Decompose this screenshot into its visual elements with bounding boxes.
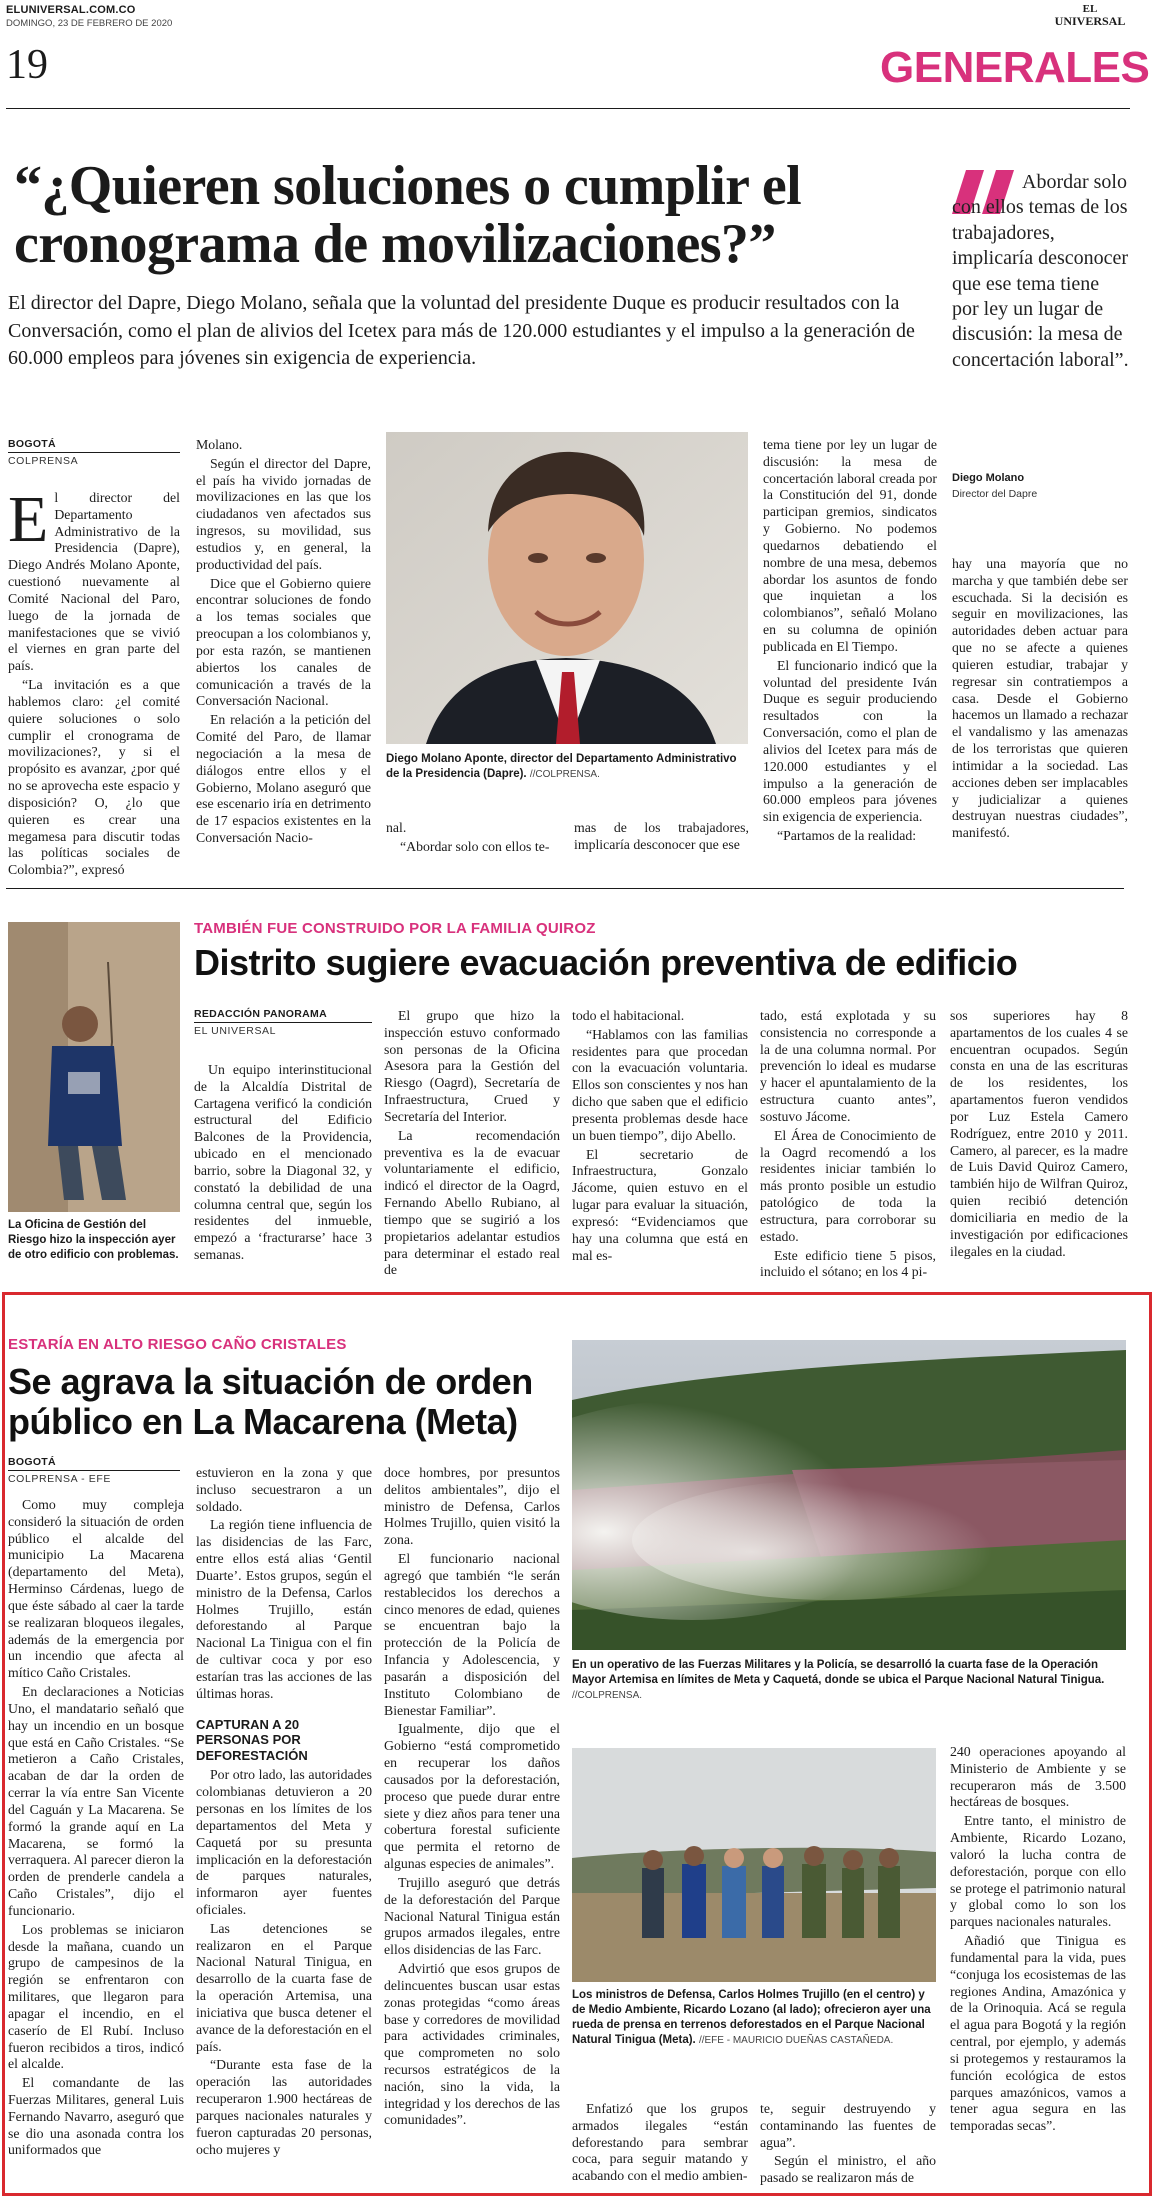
story2-col3-p2: “Hablamos con las familias residentes para que procedan con la evacuación voluntaria. Ellos son conscientes y nos han dicho que saben que el edificio presenta problemas desde hace un buen tiempo”, dijo Abello. — [572, 1026, 748, 1143]
story1-col2-p3: Dice que el Gobierno quiere encontrar soluciones de fondo a los temas sociales que preocupan a los colombianos y, por esta razón, se mantienen abiertos los canales de comunicación a través de la Conversación Nacional. — [196, 575, 371, 709]
story3-col1-p2: En declaraciones a Noticias Uno, el mandatario señaló que hay un incendio en un bosque que está en Caño Cristales. “Se metieron a Caño Cristales, acaban de dar la orden de cerrar la vía entre San Vicente del Caguán y La Macarena. Se formó la grande aquí en La Macarena, se formó la verraquera. Al parecer dieron la orden de prenderle candela a Caño Cristales”, dijo el funcionario. — [8, 1684, 184, 1918]
quote-author: Diego Molano — [952, 472, 1025, 484]
story2-col4-p1: tado, está explotada y su consistencia no corresponde a la de una columna normal. Por prevención lo ideal es mudarse y hacer el apuntalamiento de la estructura cuanto antes”, sostuvo Jácome. — [760, 1008, 936, 1124]
story2-col4 — [760, 1008, 936, 1283]
story3-col2 — [196, 1465, 372, 2160]
story2-byline: REDACCIÓN PANORAMA — [194, 1008, 327, 1020]
story2-col3-p1: todo el habitacional. — [572, 1008, 685, 1023]
story3-headline-line-2: público en La Macarena (Meta) — [8, 1401, 518, 1443]
story3-col1-p4: El comandante de las Fuerzas Militares, general Luis Fernando Navarro, aseguró que se dio una asonada contra los uniformados que — [8, 2075, 184, 2158]
story3-headline — [8, 1362, 568, 1443]
story3-col3-p5: Advirtió que esos grupos de delincuentes buscan usar estas zonas protegidas “como áreas base y corredores de movilidad para actividades criminales, que comprometen no solo recursos estratégicos de la nación, sino la vida, la integridad y los derechos de las comunidades”. — [384, 1961, 560, 2128]
story1-col5 — [763, 437, 937, 847]
story3-col2-p4: Las detenciones se realizaron en el Parque Nacional Natural Tinigua, en desarrollo de la cuarta fase de la operación Artemisa, una iniciativa que busca detener el avance de la deforestación en el país. — [196, 1920, 372, 2054]
story2-col1 — [194, 1062, 372, 1266]
pull-quote: Abordar solo con ellos temas de los trabajadores, implicaría desconocer que ese tema tiene por ley un lugar de discusión: la mesa de concertación laboral”. — [952, 171, 1129, 371]
story3-col2-p2: La región tiene influencia de las disidencias de las Farc, entre ellos está alias ‘Gentil Duarte’. Estos grupos, según el ministro de la Defensa, Carlos Holmes Trujillo, están deforestando al Parque Nacional La Tinigua con el fin de cultivar coca y por eso estarían tras las acciones de las últimas horas. — [196, 1517, 372, 1701]
story3-col4-p1: Enfatizó que los grupos armados ilegales “están deforestando para sembrar coca, para seguir matando y acabando con el medio ambien- — [572, 2101, 748, 2184]
ministers-caption-text: Los ministros de Defensa, Carlos Holmes Trujillo (en el centro) y de Medio Ambiente, Ricardo Lozano (al lado); ofrecieron ayer una rueda de prensa en terrenos deforestados en el Parque Nacional Natural Tinigua (Meta). — [572, 1989, 931, 2046]
story1-col1 — [8, 483, 180, 881]
story2-col2 — [384, 1008, 560, 1281]
story1-deck: El director del Dapre, Diego Molano, señala que la voluntad del presidente Duque es producir resultados con la Conversación, como el plan de alivios del Icetex para más de 120.000 estudiantes y el impulso a la generación de 60.000 empleos para jóvenes sin exigencia de experiencia. — [8, 292, 915, 370]
story3-col1-p1: Como muy compleja consideró la situación de orden público el alcalde del municipio La Macarena (departamento del Meta), Herminso Cárdenas, luego de que éste sábado al caer la tarde se realizaran bloqueos ilegales, además de la emergencia por un incendio que afecta al mítico Caño Cristales. — [8, 1497, 184, 1681]
story3-byline-rule — [8, 1470, 180, 1471]
story1-col5-p1: tema tiene por ley un lugar de discusión: la mesa de concertación laboral creada por la Constitución del 91, donde participan gremios, sindicatos y Gobierno. No podemos quedarnos debatiendo el nombre de una mesa, debemos abordar los asuntos de fondo que inquietan a los colombianos”, señaló Molano en su columna de opinión publicada en El Tiempo. — [763, 437, 937, 654]
story3-col1 — [8, 1497, 184, 2161]
molano-caption-text: Diego Molano Aponte, director del Departamento Administrativo de la Presidencia (Dapre). — [386, 753, 737, 780]
story1-headline — [14, 155, 934, 275]
quote-role: Director del Dapre — [952, 488, 1038, 500]
story1-col6 — [952, 556, 1128, 844]
story3-byline-city: BOGOTÁ — [8, 1456, 56, 1468]
story1-col1-p2: “La invitación es a que hablemos claro: ¿el comité quiere soluciones o solo cumplir el cronograma de movilizaciones?, y si el propósito es avanzar, ¿por qué no se aprovecha este espacio y disposición? O, ¿lo que quieren es crear una megamesa para discutir todas las políticas sociales de Colombia?”, expresó — [8, 677, 180, 878]
story1-col5-p3: “Partamos de la realidad: — [777, 828, 917, 844]
section-title: GENERALES — [880, 43, 1150, 92]
masthead-logo — [1050, 4, 1130, 27]
story1-col2-p1: Molano. — [196, 437, 243, 452]
story2-col5 — [950, 1008, 1128, 1262]
ministers-photo — [572, 1748, 936, 1982]
story2-col5-p1: sos superiores hay 8 apartamentos de los cuales 4 se encuentran ocupados. Según consta en una de las escrituras de los residentes, los apartamentos fueron vendidos por Luz Estela Camero Rodríguez, entre 2010 y 2011. Camero, al parecer, es la madre de Luis David Quiroz Camero, también hijo de Wilfran Quiroz, quien recibió detención domiciliaria en medio de la investigación por edificaciones ilegales en la ciudad. — [950, 1008, 1128, 1259]
story1-col2 — [196, 437, 371, 849]
story3-col2-p1: estuvieron en la zona y que incluso secuestraron a un soldado. — [196, 1465, 372, 1514]
story2-col4-p3: Este edificio tiene 5 pisos, incluido el sótano; en los 4 pi- — [760, 1247, 936, 1280]
story3-col6-p3: Añadió que Tinigua es fundamental para la vida, pues “conjuga los ecosistemas de las regiones Andina, Amazónica y de la Orinoquia. Acá se regula el agua para Bogotá y la región central, por ejemplo, y además si protegemos y restauramos la función ecológica de estos parques amazónicos, vamos a tener agua segura en las temporadas secas”. — [950, 1933, 1126, 2134]
story3-col3-p4: Trujillo aseguró que detrás de la deforestación del Parque Nacional Natural Tinigua están grupos armados ilegales, entre ellos disidencias de las Farc. — [384, 1874, 560, 1958]
logo-line-2: UNIVERSAL — [1054, 14, 1126, 28]
story3-col6 — [950, 1744, 1126, 2137]
story3-col3 — [384, 1465, 560, 2131]
story3-col2-p5: “Durante esta fase de la operación las autoridades recuperaron 1.900 hectáreas de parques nacionales naturales y fueron capturadas 20 personas, ocho mujeres y — [196, 2057, 372, 2157]
story1-divider — [6, 888, 1124, 889]
story2-col1-p1: Un equipo interinstitucional de la Alcaldía Distrital de Cartagena verificó la condición estructural del Edificio Balcones de la Providencia, ubicado en el mencionado barrio, sobre la Diagonal 32, y constató la debilidad de una columna central que, según los residentes del inmueble, empezó a ‘fracturarse’ hace 3 semanas. — [194, 1062, 372, 1263]
story3-headline-line-1: Se agrava la situación de orden — [8, 1361, 533, 1402]
story3-subhead: CAPTURAN A 20 PERSONAS POR DEFORESTACIÓN — [196, 1716, 308, 1763]
story1-col4-p1: mas de los trabajadores, implicaría desconocer que ese — [574, 820, 749, 852]
page-number: 19 — [6, 42, 48, 88]
story2-kicker: TAMBIÉN FUE CONSTRUIDO POR LA FAMILIA QUIROZ — [194, 920, 596, 937]
story3-col6-p2: Entre tanto, el ministro de Ambiente, Ricardo Lozano, valoró la lucha contra de deforestación, porque con ello se protege el patrimonio natural y global como lo son los parques nacionales naturales. — [950, 1813, 1126, 1930]
fire-caption-text: En un operativo de las Fuerzas Militares y la Policía, se desarrolló la cuarta fase de la Operación Mayor Artemisa en límites de Meta y Caquetá, donde se ubica el Parque Nacional Natural Tinigua. — [572, 1659, 1105, 1686]
fire-photo-caption — [572, 1658, 1126, 1703]
header-divider — [6, 108, 1130, 109]
story3-kicker: ESTARÍA EN ALTO RIESGO CAÑO CRISTALES — [8, 1336, 347, 1353]
story3-byline-agency: COLPRENSA - EFE — [8, 1473, 111, 1485]
ministers-photo-caption — [572, 1988, 938, 2048]
molano-photo-credit: //COLPRENSA. — [529, 768, 600, 780]
inspection-photo — [8, 922, 180, 1212]
story1-col3-p2: “Abordar solo con ellos te- — [400, 838, 550, 854]
drop-cap: E — [8, 483, 49, 556]
story3-col3-p1: doce hombres, por presuntos delitos ambientales”, dijo el ministro de Defensa, Carlos Holmes Trujillo, quien visitó la zona. — [384, 1465, 560, 1548]
story3-col2-p3: Por otro lado, las autoridades colombianas detuvieron a 20 personas en los límites de los departamentos del Meta y Caquetá por su presunta implicación en la deforestación de parques naturales, informaron ayer fuentes oficiales. — [196, 1767, 372, 1917]
story2-headline: Distrito sugiere evacuación preventiva de edificio — [194, 942, 1018, 983]
inspection-photo-caption: La Oficina de Gestión del Riesgo hizo la inspección ayer de otro edificio con problemas. — [8, 1219, 179, 1261]
story1-col3 — [386, 820, 561, 858]
story2-byline-paper: EL UNIVERSAL — [194, 1025, 277, 1037]
molano-photo-caption — [386, 752, 748, 782]
story3-col4 — [572, 2101, 748, 2187]
story1-byline-agency: COLPRENSA — [8, 455, 79, 467]
logo-line-1: EL — [1082, 3, 1098, 15]
story2-col2-p2: La recomendación preventiva es la de evacuar voluntariamente el edificio, indicó el director de la Oagrd, Fernando Abello Rubiano, al tiempo que se sugirió a los propietarios adelantar estudios para determinar el estado real de — [384, 1127, 560, 1278]
story3-col5-p1: te, seguir destruyendo y contaminando las fuentes de agua”. — [760, 2101, 936, 2150]
story3-col3-p3: Igualmente, dijo que el Gobierno “está comprometido en recuperar los daños causados por la deforestación, proceso que puede durar entre siete y diez años para tener una cobertura forestal suficiente que permita el retorno de algunas especies de animales”. — [384, 1721, 560, 1872]
story1-col3-p1: nal. — [386, 820, 407, 835]
story2-col2-p1: El grupo que hizo la inspección estuvo conformado son personas de la Oficina Asesora para la Gestión del Riesgo (Oagrd), Secretaría de Infraestructura, Crued y Secretaría del Interior. — [384, 1008, 560, 1124]
issue-date: DOMINGO, 23 DE FEBRERO DE 2020 — [6, 18, 173, 29]
site-url[interactable]: ELUNIVERSAL.COM.CO — [6, 4, 136, 16]
headline-line-1: “¿Quieren soluciones o cumplir el — [14, 155, 802, 217]
story3-col1-p3: Los problemas se iniciaron desde la mañana, cuando un grupo de campesinos de la región se enfrentaron con militares, que llegaron para apagar el incendio, en el caserío de El Rubí. Incluso fueron recibidos a tiros, indicó el alcalde. — [8, 1921, 184, 2072]
byline-rule — [8, 452, 180, 453]
headline-line-2: cronograma de movilizaciones?” — [14, 213, 776, 275]
fire-photo — [572, 1340, 1126, 1650]
story2-col3 — [572, 1008, 748, 1266]
story3-col5-p2: Según el ministro, el año pasado se realizaron más de — [760, 2153, 936, 2186]
story2-col3-p3: El secretario de Infraestructura, Gonzalo Jácome, quien estuvo en el lugar para evaluar la situación, expresó: “Evidenciamos que hay una columna que está en mal es- — [572, 1146, 748, 1263]
story2-byline-rule — [194, 1022, 372, 1023]
story1-col2-p2: Según el director del Dapre, el país ha vivido jornadas de movilizaciones en las que los ciudadanos ven afectados sus ingresos, su movilidad, sus estudios y, en general, la productividad del país. — [196, 455, 371, 572]
story1-col5-p2: El funcionario indicó que la voluntad del presidente Iván Duque es seguir produciendo resultados con la Conversación, como el plan de alivios del Icetex para más de 120.000 estudiantes y el impulso a la generación de 60.000 empleos para jóvenes sin exigencia de experiencia. — [763, 657, 937, 825]
molano-photo — [386, 432, 748, 744]
story1-col6-p1: hay una mayoría que no marcha y que también debe ser escuchada. Si la decisión es seguir en movilizaciones, las autoridades deben actuar para que no se afecte a quienes quieren estudiar, trabajar y regresar sin contratiempos a casa. Desde el Gobierno hacemos un llamado a rechazar el vandalismo y las amenazas de los terroristas que quieren intimidar a la sociedad. Las acciones deben ser implacables y judicializar a quienes destruyan nuestras ciudades”, manifestó. — [952, 556, 1128, 841]
story3-col5 — [760, 2101, 936, 2189]
fire-photo-credit: //COLPRENSA. — [572, 1689, 643, 1701]
story1-col2-p4: En relación a la petición del Comité del Paro, de llamar negociación a la mesa de diálogos entre ellos y el Gobierno, Molano aseguró que ese escenario iría en detrimento de 17 espacios existentes en la Conversación Nacio- — [196, 712, 371, 846]
story2-col4-p2: El Área de Conocimiento de la Oagrd recomendó a los residentes iniciar también lo más pronto posible un estudio patológico de toda la estructura, para corroborar su estado. — [760, 1127, 936, 1244]
story3-col3-p2: El funcionario nacional agregó que también “le serán restablecidos los derechos a cinco menores de edad, quienes se encuentran bajo la protección de la Policía de Infancia y Adolescencia, y pasarán a disposición del Instituto Colombiano de Bienestar Familiar”. — [384, 1551, 560, 1718]
story1-col1-first: l director del Departamento Administrativo de la Presidencia (Dapre), Diego Andrés Molano Aponte, cuestionó nuevamente al Comité Nacional del Paro, luego de la jornada de manifestaciones que se vivió el viernes en gran parte del país. — [8, 490, 180, 674]
story1-col4 — [574, 820, 749, 856]
story1-byline-city: BOGOTÁ — [8, 438, 56, 450]
ministers-photo-credit: //EFE - MAURICIO DUEÑAS CASTAÑEDA. — [698, 2034, 894, 2046]
story3-col6-p1: 240 operaciones apoyando al Ministerio de Ambiente y se recuperaron más de 3.500 hectáreas de bosques. — [950, 1744, 1126, 1810]
